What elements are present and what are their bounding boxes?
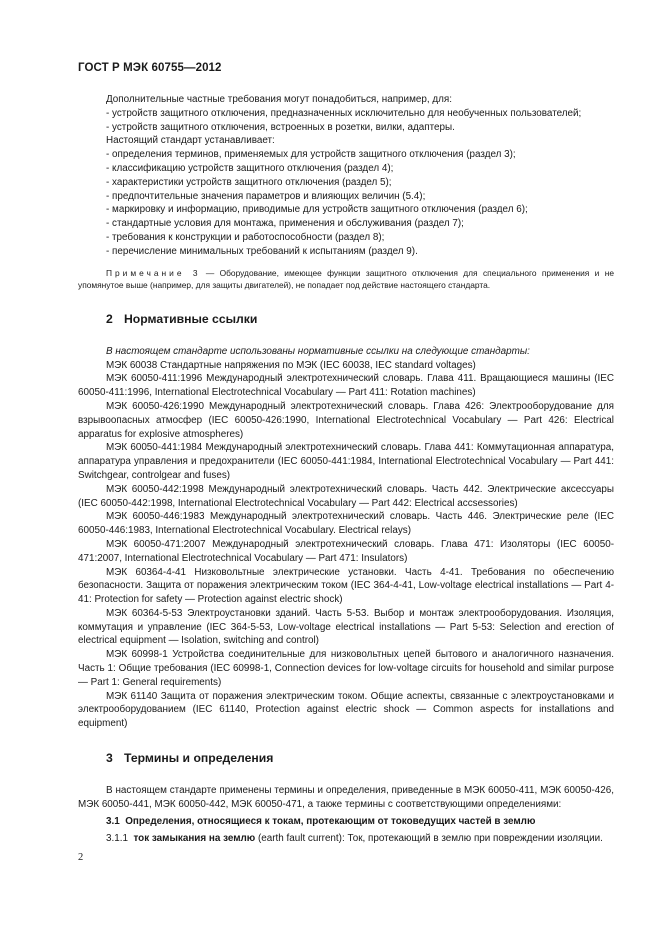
scope-list <box>78 148 614 258</box>
reference-item: МЭК 60364-5-53 Электроустановки зданий. Часть 5-53. Выбор и монтаж электрооборудования. Изоляция, коммутация и управление (IEC 364-5-53, Low-voltage electrical installations — Part 5-53: Selection and erection of electrical equipment — Isolation, switching and control) <box>78 607 614 647</box>
term-3-1-1 <box>78 832 614 846</box>
section-2-heading <box>78 312 614 326</box>
scope-item: - требования к конструкции и работоспособности (раздел 8); <box>106 231 385 243</box>
section-number: 2 <box>106 311 113 326</box>
term-definition: (earth fault current): Ток, протекающий в землю при повреждении изоляции. <box>257 832 603 844</box>
references-lead: В настоящем стандарте использованы нормативные ссылки на следующие стандарты: <box>106 345 530 357</box>
term-name: ток замыкания на землю <box>133 832 256 844</box>
scope-item: - перечисление минимальных требований к испытаниям (раздел 9). <box>106 245 418 257</box>
document-page <box>78 62 614 845</box>
reference-item: МЭК 60050-446:1983 Международный электротехнический словарь. Часть 446. Электрические реле (IEC 60050-446:1983, International Electrotechnical Vocabulary. Electrical relays) <box>78 511 614 537</box>
subsection-title: Определения, относящиеся к токам, протекающим от токоведущих частей в землю <box>125 815 536 827</box>
scope-item: - предпочтительные значения параметров и влияющих величин (5.4); <box>106 190 426 202</box>
scope-paragraph: Настоящий стандарт устанавливает: <box>106 135 275 147</box>
note-text: — Оборудование, имеющее функции защитного отключения для специального применения и не упомянутое выше (например, для защиты двигателей), не попадает под действие настоящего стандарта. <box>78 267 614 291</box>
scope-item: - определения терминов, применяемых для устройств защитного отключения (раздел 3); <box>106 149 516 161</box>
note-label: Примечание 3 <box>106 267 201 278</box>
terms-lead: В настоящем стандарте применены термины и определения, приведенные в МЭК 60050-411, МЭК 60050-426, МЭК 60050-441, МЭК 60050-442, МЭК 60050-471, а также термины с соответствующими определениями: <box>78 785 614 810</box>
reference-item: МЭК 60050-426:1990 Международный электротехнический словарь. Глава 426: Электрооборудование для взрывоопасных атмосфер (IEC 60050-426:1990, International Electrotechnical Vocabulary — Part 426: Electrical apparatus for explosive atmospheres) <box>78 400 614 440</box>
intro-dash-item: - устройств защитного отключения, предназначенных исключительно для необученных пользователей; <box>106 107 582 119</box>
reference-item: МЭК 60998-1 Устройства соединительные для низковольтных цепей бытового и аналогичного назначения. Часть 1: Общие требования (IEC 60998-1, Connection devices for low-voltage circuits for household and similar purpose — Part 1: General requirements) <box>78 649 614 688</box>
reference-item: МЭК 60038 Стандартные напряжения по МЭК (IEC 60038, IEC standard voltages) <box>106 359 476 371</box>
scope-item: - маркировку и информацию, приводимые для устройств защитного отключения (раздел 6); <box>106 204 528 216</box>
page-number: 2 <box>78 852 84 863</box>
scope-item: - стандартные условия для монтажа, применения и обслуживания (раздел 7); <box>106 218 464 230</box>
section-3-heading <box>78 751 614 765</box>
intro-dash-item: - устройств защитного отключения, встроенных в розетки, вилки, адаптеры. <box>106 121 455 133</box>
scope-item: - классификацию устройств защитного отключения (раздел 4); <box>106 162 394 174</box>
scope-item: - характеристики устройств защитного отключения (раздел 5); <box>106 176 392 188</box>
intro-paragraph: Дополнительные частные требования могут понадобиться, например, для: <box>106 94 452 105</box>
reference-item: МЭК 60364-4-41 Низковольтные электрические установки. Часть 4-41. Требования по обеспечению безопасности. Защита от поражения электрическим током (IEC 364-4-41, Low-voltage electrical installations — Part 4-41: Protection for safety — Protection against electric shock) <box>78 566 614 606</box>
references-list <box>78 359 614 732</box>
reference-item: МЭК 60050-442:1998 Международный электротехнический словарь. Часть 442. Электрические аксессуары (IEC 60050-442:1998, International Electrotechnical Vocabulary — Part 442: Electrical accsessories) <box>78 483 614 509</box>
subsection-3-1 <box>78 815 614 829</box>
reference-item: МЭК 60050-471:2007 Международный электротехнический словарь. Глава 471: Изоляторы (IEC 60050-471:2007, International Electrotechnical Vocabulary — Part 471: Insulators) <box>78 538 614 564</box>
document-header: ГОСТ Р МЭК 60755—2012 <box>78 62 222 74</box>
term-number: 3.1.1 <box>106 832 128 844</box>
reference-item: МЭК 60050-411:1996 Международный электротехнический словарь. Глава 411. Вращающиеся машины (IEC 60050-411:1996, International Electrotechnical Vocabulary — Part 411: Rotation machines) <box>78 373 614 399</box>
section-title: Нормативные ссылки <box>124 311 258 326</box>
reference-item: МЭК 61140 Защита от поражения электрическим током. Общие аспекты, связанные с электроустановками и электрооборудованием (IEC 61140, Protection against electric shock — Common aspects for installations and equipment) <box>78 690 614 730</box>
subsection-number: 3.1 <box>106 815 120 827</box>
section-title: Термины и определения <box>124 751 274 766</box>
section-number: 3 <box>106 751 113 766</box>
reference-item: МЭК 60050-441:1984 Международный электротехнический словарь. Глава 441: Коммутационная аппаратура, аппаратура управления и предохранители (IEC 60050-441:1984, International Electrotechnical Vocabulary — Part 441: Switchgear, controlgear and fuses) <box>78 442 614 481</box>
note <box>78 267 614 292</box>
